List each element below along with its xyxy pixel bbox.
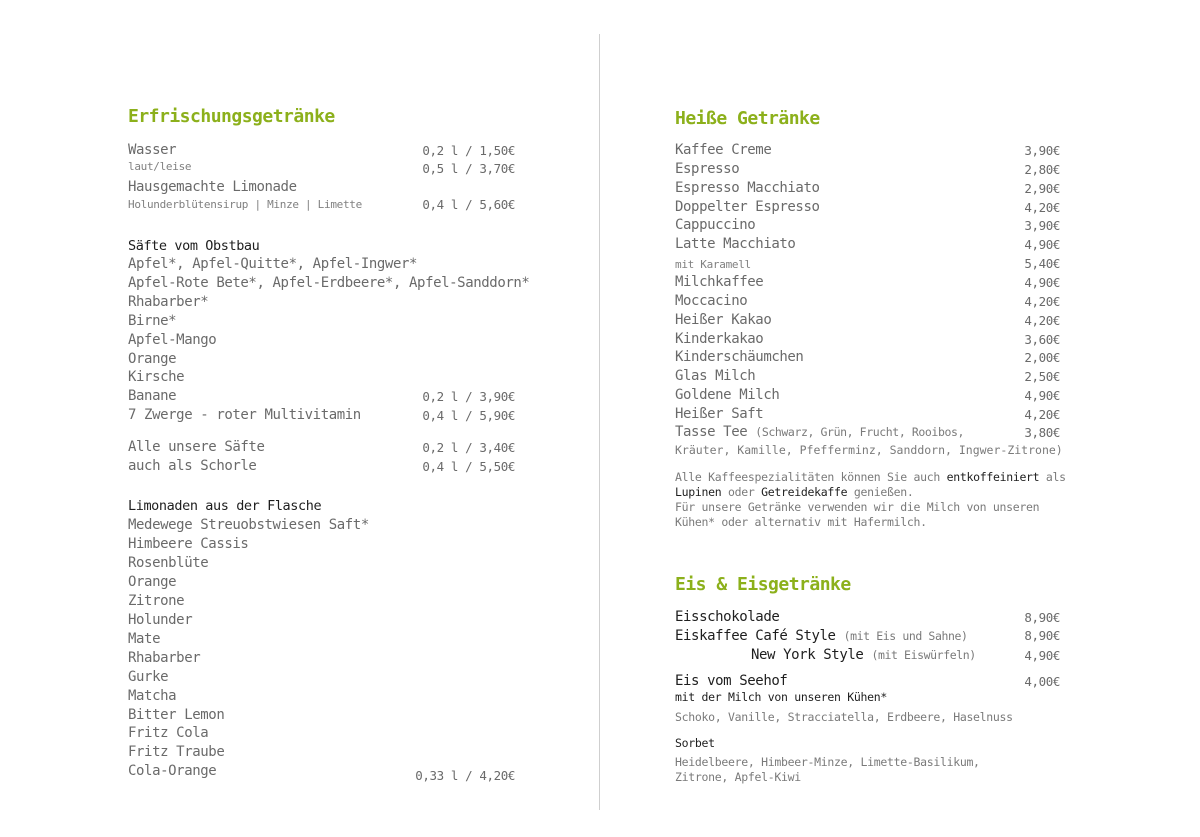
bottle-lemonade-item: Rhabarber (128, 649, 201, 666)
note-line-1: Alle Kaffeespezialitäten können Sie auch entkoffeiniert als (675, 470, 1066, 484)
price-flasche: 0,33 l / 4,20€ (415, 768, 515, 783)
bottle-lemonade-item: Holunder (128, 611, 193, 628)
section-title-eis: Eis & Eisgetränke (675, 574, 851, 595)
heading-saefte: Säfte vom Obstbau (128, 238, 260, 254)
hot-drink-price: 3,90€ (1024, 218, 1060, 234)
juice-item: Apfel*, Apfel-Quitte*, Apfel-Ingwer* (128, 256, 418, 272)
coffee-note (675, 470, 1066, 530)
price-schorle-2: 0,4 l / 5,50€ (422, 459, 515, 474)
note-line-2: Lupinen oder Getreidekaffe genießen. (675, 485, 914, 499)
schorle-line-2: auch als Schorle (128, 458, 257, 474)
hot-drink-price: 4,90€ (1024, 274, 1060, 290)
tee-detail-2: Kräuter, Kamille, Pfefferminz, Sanddorn, Ingwer-Zitrone) (675, 443, 1063, 457)
hot-drink-price: 4,20€ (1024, 312, 1060, 328)
note-line-4: Kühen* oder alternativ mit Hafermilch. (675, 515, 927, 529)
price-wasser-2: 0,5 l / 3,70€ (422, 161, 515, 176)
hot-drink-price: 4,20€ (1024, 293, 1060, 309)
eiskaffee-detail: (mit Eis und Sahne) (843, 629, 968, 643)
hot-drink-item: Latte Macchiato (675, 236, 796, 253)
bottle-lemonade-item: Mate (128, 630, 161, 647)
bottle-lemonade-item: Bitter Lemon (128, 706, 225, 723)
bottle-lemonade-item: Matcha (128, 687, 177, 704)
tee-detail-1: (Schwarz, Grün, Frucht, Rooibos, (755, 425, 965, 439)
page-divider (599, 34, 600, 810)
price-tasse-tee: 3,80€ (1024, 425, 1060, 440)
note-line-3: Für unsere Getränke verwenden wir die Milch von unseren (675, 500, 1040, 514)
hot-drink-price: 4,20€ (1024, 406, 1060, 422)
sorbet-line-2: Zitrone, Apfel-Kiwi (675, 770, 801, 784)
hot-drink-item: Kaffee Creme (675, 142, 772, 158)
item-new-york-style: New York Style (mit Eiswürfeln) (751, 647, 976, 663)
hot-drink-price: 2,90€ (1024, 180, 1060, 196)
juice-item: Banane (128, 388, 177, 405)
hot-drink-price: 5,40€ (1024, 256, 1060, 272)
hot-drink-price: 4,90€ (1024, 237, 1060, 253)
hot-drink-item: Cappuccino (675, 217, 756, 234)
section-title-erfrischungsgetraenke: Erfrischungsgetränke (128, 106, 335, 127)
bottle-lemonade-item: Zitrone (128, 592, 185, 609)
item-limonade-sub: Holunderblütensirup | Minze | Limette (128, 198, 362, 211)
sorbet-heading: Sorbet (675, 736, 715, 750)
hot-drink-price: 4,20€ (1024, 199, 1060, 215)
item-limonade: Hausgemachte Limonade (128, 179, 297, 195)
juice-item: Kirsche (128, 369, 185, 386)
sorbet-line-1: Heidelbeere, Himbeer-Minze, Limette-Basilikum, (675, 755, 980, 769)
price-eisschokolade: 8,90€ (1024, 610, 1060, 625)
price-saefte-2: 0,4 l / 5,90€ (422, 408, 515, 423)
item-tasse-tee (675, 424, 964, 440)
hot-drink-price: 3,90€ (1024, 143, 1060, 158)
juice-item: Apfel-Rote Bete*, Apfel-Erdbeere*, Apfel-Sanddorn* (128, 274, 530, 291)
hot-drink-price: 2,50€ (1024, 369, 1060, 385)
juice-item: Orange (128, 350, 177, 367)
bottle-lemonade-item: Rosenblüte (128, 554, 209, 571)
heading-flasche: Limonaden aus der Flasche (128, 498, 322, 514)
bottle-lemonade-item: Himbeere Cassis (128, 535, 249, 552)
juice-item: Birne* (128, 312, 177, 329)
hot-drink-item: Doppelter Espresso (675, 198, 820, 215)
section-title-heisse-getraenke: Heiße Getränke (675, 108, 820, 129)
hot-drink-item: Goldene Milch (675, 387, 780, 404)
schorle-line-1: Alle unsere Säfte (128, 439, 265, 455)
hot-drink-price: 2,00€ (1024, 350, 1060, 366)
seehof-sub: mit der Milch von unseren Kühen* (675, 690, 887, 704)
hot-drink-item: Heißer Kakao (675, 311, 772, 328)
tee-name: Tasse Tee (675, 424, 748, 440)
hot-drink-item: Glas Milch (675, 368, 756, 385)
hot-drink-item: Heißer Saft (675, 405, 764, 422)
price-saefte-1: 0,2 l / 3,90€ (422, 389, 515, 404)
item-wasser: Wasser (128, 142, 177, 158)
hot-drink-item: Moccacino (675, 292, 748, 309)
hot-drink-item: Milchkaffee (675, 273, 764, 290)
item-eiskaffee: Eiskaffee Café Style (mit Eis und Sahne) (675, 628, 968, 644)
bottle-lemonade-item: Cola-Orange (128, 763, 217, 780)
price-eis-vom-seehof: 4,00€ (1024, 674, 1060, 689)
bottle-lemonade-item: Gurke (128, 668, 169, 685)
hot-drink-item: Kinderkakao (675, 330, 764, 347)
bottle-lemonade-item: Medewege Streuobstwiesen Saft* (128, 517, 369, 533)
hot-drink-item: Espresso Macchiato (675, 179, 820, 196)
item-eis-vom-seehof: Eis vom Seehof (675, 673, 788, 689)
juice-item: 7 Zwerge - roter Multivitamin (128, 407, 361, 424)
price-eiskaffee: 8,90€ (1024, 628, 1060, 643)
hot-drink-price: 4,90€ (1024, 388, 1060, 404)
price-schorle-1: 0,2 l / 3,40€ (422, 440, 515, 455)
item-wasser-sub: laut/leise (128, 160, 192, 173)
hot-drink-price: 2,80€ (1024, 161, 1060, 177)
price-limonade: 0,4 l / 5,60€ (422, 197, 515, 212)
hot-drink-price: 3,60€ (1024, 331, 1060, 347)
hot-drink-item: mit Karamell (675, 258, 751, 272)
seehof-flavors: Schoko, Vanille, Stracciatella, Erdbeere, Haselnuss (675, 710, 1013, 724)
item-eisschokolade: Eisschokolade (675, 609, 780, 625)
newyork-detail: (mit Eiswürfeln) (871, 648, 976, 662)
price-new-york-style: 4,90€ (1024, 648, 1060, 663)
hot-drink-item: Kinderschäumchen (675, 349, 804, 366)
juice-item: Rhabarber* (128, 293, 209, 310)
price-wasser-1: 0,2 l / 1,50€ (422, 143, 515, 158)
bottle-lemonade-item: Orange (128, 573, 177, 590)
bottle-lemonade-item: Fritz Traube (128, 744, 225, 761)
juice-item: Apfel-Mango (128, 331, 217, 348)
bottle-lemonade-item: Fritz Cola (128, 725, 209, 742)
hot-drink-item: Espresso (675, 160, 740, 177)
